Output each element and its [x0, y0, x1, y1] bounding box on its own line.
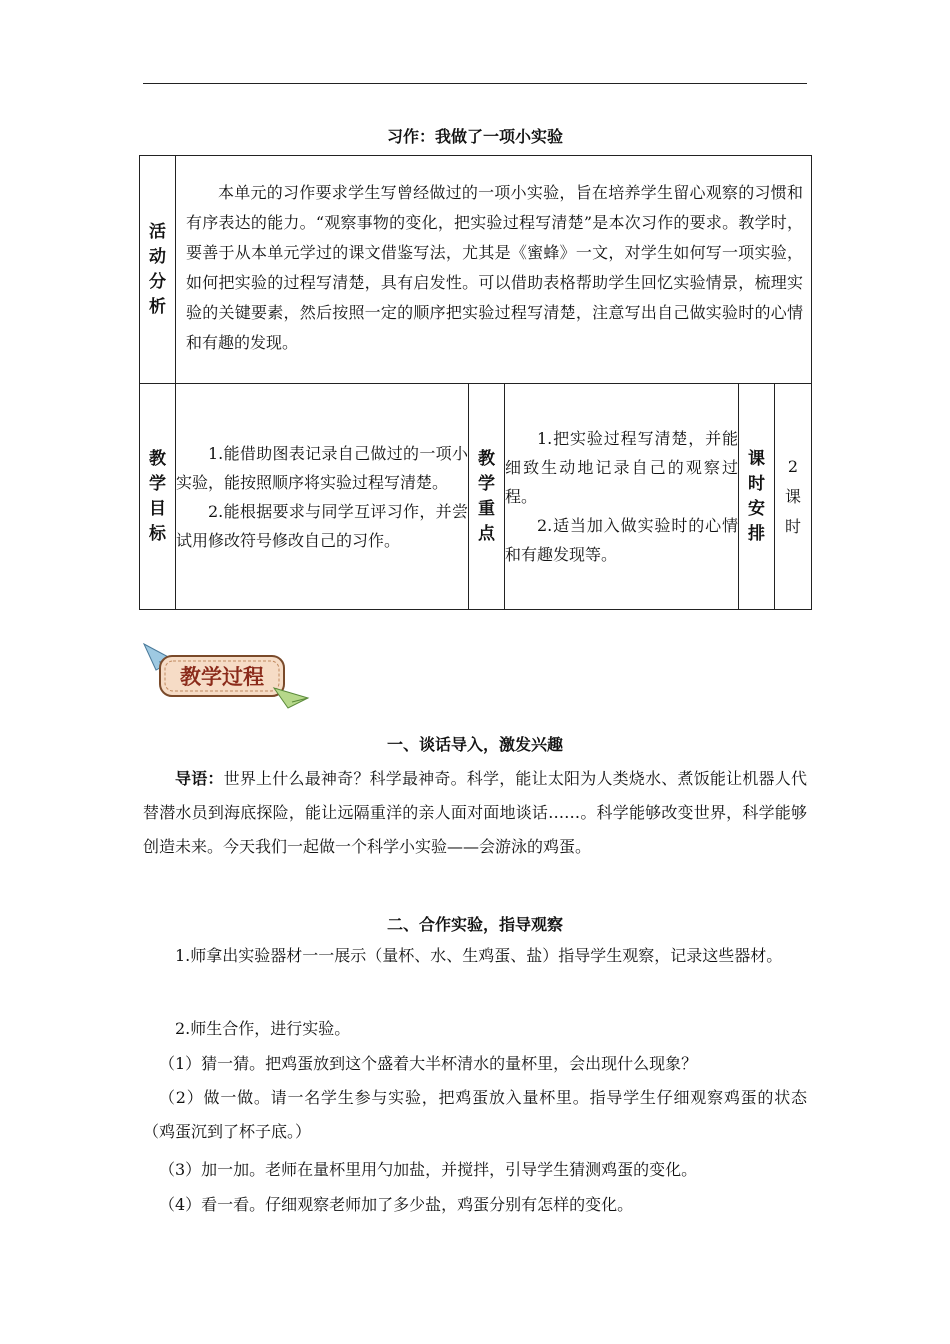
sub-step-4: （4）看一看。仔细观察老师加了多少盐，鸡蛋分别有怎样的变化。	[159, 1195, 634, 1214]
teaching-focus-cell	[505, 384, 739, 610]
step-item-2: 2.师生合作，进行实验。	[175, 1019, 351, 1038]
intro-paragraph	[143, 762, 807, 864]
teaching-goals-cell	[176, 384, 469, 610]
goal-item: 1.能借助图表记录自己做过的一项小实验，能按照顺序将实验过程写清楚。	[176, 443, 468, 492]
sub-step-2: （2）做一做。请一名学生参与实验，把鸡蛋放入量杯里。指导学生仔细观察鸡蛋的状态（鸡蛋沉到了杯子底。）	[143, 1088, 807, 1141]
lead-text: 世界上什么最神奇？科学最神奇。科学，能让太阳为人类烧水、煮饭能让机器人代替潜水员到海底探险，能让远隔重洋的亲人面对面地谈话……。科学能够改变世界，科学能够创造未来。今天我们一起做一个科学小实验——会游泳的鸡蛋。	[143, 769, 807, 856]
hours-label: 课 时 安 排	[739, 384, 775, 610]
section-2-title: 二、合作实验，指导观察	[386, 915, 563, 934]
badge-graphic	[142, 640, 312, 714]
goal-label: 教 学 目 标	[140, 384, 176, 610]
sub-step-1: （1）猜一猜。把鸡蛋放到这个盛着大半杯清水的量杯里，会出现什么现象？	[159, 1054, 698, 1073]
goals-row	[140, 384, 812, 610]
focus-label: 教 学 重 点	[469, 384, 505, 610]
activity-row	[140, 156, 812, 384]
section-1-title: 一、谈话导入，激发兴趣	[386, 735, 563, 754]
sub-step-3: （3）加一加。老师在量杯里用勺加盐，并搅拌，引导学生猜测鸡蛋的变化。	[159, 1160, 698, 1179]
document-title: 习作：我做了一项小实验	[386, 127, 563, 146]
activity-label: 活 动 分 析	[140, 156, 176, 384]
lesson-plan-table	[139, 155, 812, 610]
lead-label: 导语：	[175, 769, 224, 788]
header-rule	[143, 83, 807, 84]
teaching-process-badge	[142, 640, 312, 714]
hours-value: 2 课 时	[775, 384, 812, 610]
paper-plane-green-icon	[274, 688, 308, 708]
focus-item: 1.把实验过程写清楚，并能细致生动地记录自己的观察过程。	[505, 429, 738, 506]
focus-item: 2.适当加入做实验时的心情和有趣发现等。	[505, 516, 738, 564]
goal-item: 2.能根据要求与同学互评习作，并尝试用修改符号修改自己的习作。	[176, 501, 468, 550]
step-item-1: 1.师拿出实验器材一一展示（量杯、水、生鸡蛋、盐）指导学生观察，记录这些器材。	[175, 946, 783, 965]
activity-analysis-cell	[176, 156, 812, 384]
badge-label: 教学过程	[180, 665, 264, 689]
activity-analysis-text: 本单元的习作要求学生写曾经做过的一项小实验，旨在培养学生留心观察的习惯和有序表达的能力。“观察事物的变化，把实验过程写清楚”是本次习作的要求。教学时，要善于从本单元学过的课文借鉴写法，尤其是《蜜蜂》一文，对学生如何写一项实验，如何把实验的过程写清楚，具有启发性。可以借助表格帮助学生回忆实验情景，梳理实验的关键要素，然后按照一定的顺序把实验过程写清楚，注意写出自己做实验时的心情和有趣的发现。	[186, 183, 804, 352]
